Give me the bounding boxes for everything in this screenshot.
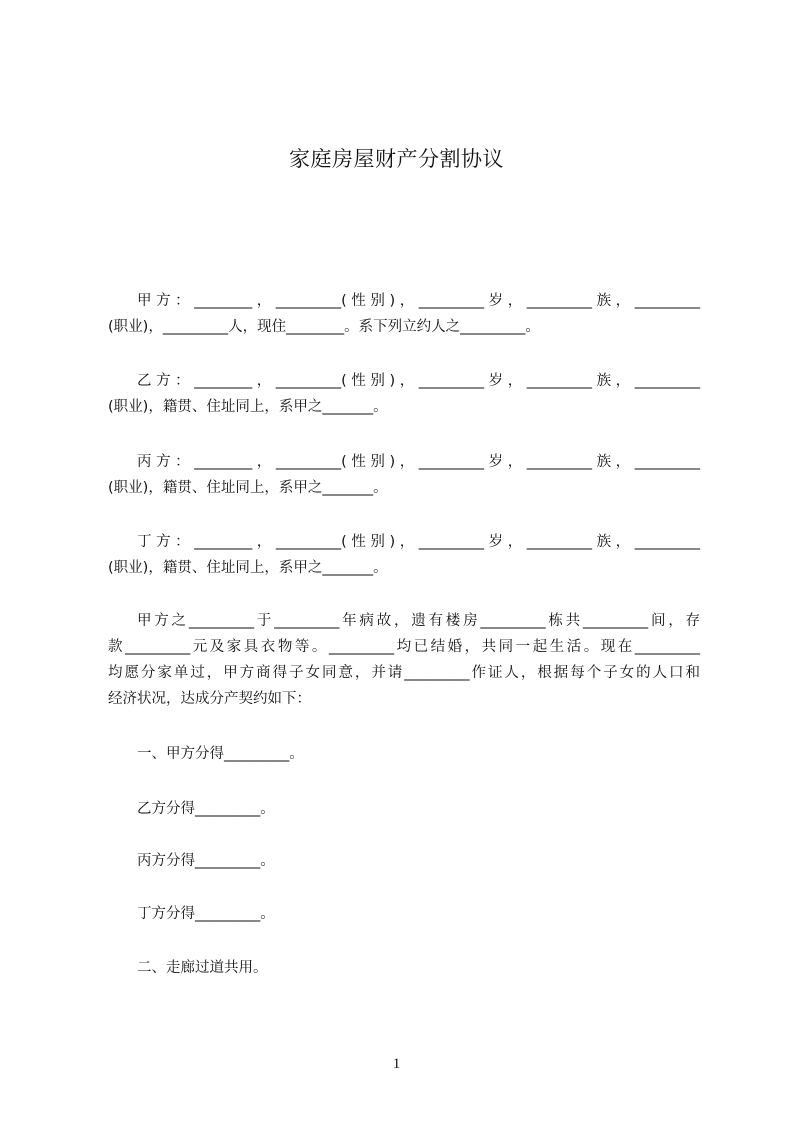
preamble-paragraph [108,608,700,712]
clause-1-b [108,796,700,822]
party-a-line-1: 甲方：________，_________(性别)，_________岁，_________族，_________ [137,293,700,309]
clause-2-line: 二、走廊过道共用。 [137,960,268,976]
clause-1-c-line: 丙方分得_________。 [137,853,275,869]
party-c-line-1: 丙方：________，_________(性别)，_________岁，_________族，_________ [137,454,700,470]
preamble-line-1: 甲方之_________于_________年病故，遗有楼房_________栋共_________间，存 [137,613,700,629]
party-b-line-1: 乙方：________，_________(性别)，_________岁，_________族，_________ [137,373,700,389]
party-c-paragraph [108,449,700,501]
clause-1-d [108,901,700,927]
clause-1-line: 一、甲方分得_________。 [137,746,304,762]
preamble-line-4: 经济状况，达成分产契约如下： [108,691,311,707]
clause-1-b-line: 乙方分得_________。 [137,801,275,817]
party-d-line-1: 丁方：________，_________(性别)，_________岁，_________族，_________ [137,534,700,550]
page-number: 1 [392,1056,401,1072]
document-title: 家庭房屋财产分割协议 [289,147,504,171]
party-a-paragraph [108,288,700,340]
party-d-line-2: (职业)，籍贯、住址同上，系甲之_______。 [108,560,388,576]
party-a-line-2: (职业)，_________人，现住________。系下列立约人之_________。 [108,319,540,335]
party-d-paragraph [108,529,700,581]
party-b-paragraph [108,368,700,420]
clause-1 [108,741,700,767]
party-c-line-2: (职业)，籍贯、住址同上，系甲之_______。 [108,480,388,496]
preamble-line-2: 款_________元及家具衣物等。_________均已结婚，共同一起生活。现在_________ [108,639,700,655]
clause-2 [108,955,700,981]
party-b-line-2: (职业)，籍贯、住址同上，系甲之_______。 [108,399,388,415]
clause-1-c [108,848,700,874]
clause-1-d-line: 丁方分得_________。 [137,906,275,922]
preamble-line-3: 均愿分家单过，甲方商得子女同意，并请_________作证人，根据每个子女的人口和 [108,665,700,681]
